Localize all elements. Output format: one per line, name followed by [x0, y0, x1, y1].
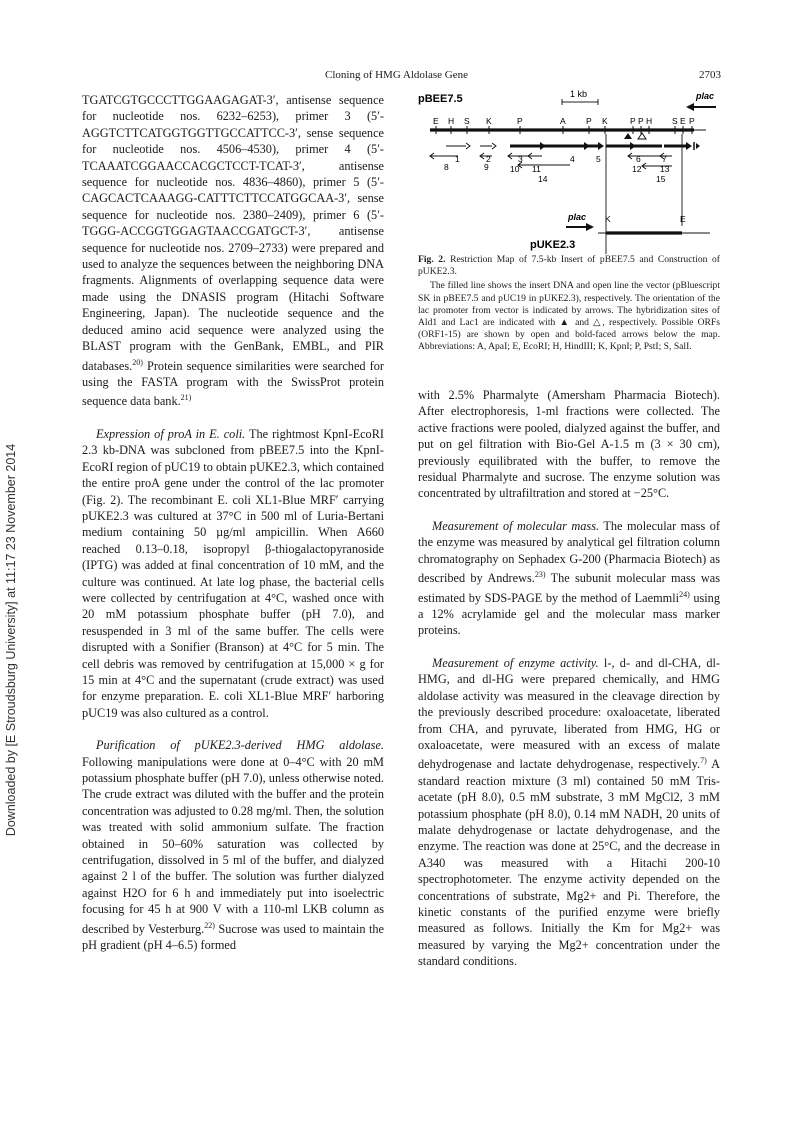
plac-top-arrowhead — [686, 103, 694, 111]
left-p3-text: Following manipulations were done at 0–4°C with 20 mM potassium phosphate buffer (pH 7.0), unless otherwise noted. The crude extract was diluted with the buffer and the protein concentration was adjusted to 0.28 mg/ml. Then, the solution was treated with solid ammonium sulfate. The fraction obtained in 50–60% saturation was collected by centrifugation, dissolved in 5 ml of the buffer, and dialyzed against 2 l of the buffer. The solution was further dialyzed against H2O for 6 h and immediately put into isoelectric focusing for 45 h at 900 V with a 110-ml LKB column as described by Vesterburg. — [82, 754, 384, 936]
label-puke23: pUKE2.3 — [530, 239, 576, 251]
right-column — [418, 387, 720, 970]
restriction-map-svg — [410, 86, 722, 256]
orf-12: 12 — [632, 164, 642, 174]
right-p2-mid: The subunit molecular mass was estimated by SDS-PAGE by the method of Laemmli — [418, 571, 720, 605]
plac-top-label: plac — [696, 91, 715, 101]
download-watermark-text: Downloaded by [E Stroudsburg University] at 11:17 23 November 2014 — [4, 443, 18, 837]
ref-22: 22) — [204, 920, 215, 930]
orf-13: 13 — [660, 164, 670, 174]
site-P3: P — [630, 116, 636, 126]
caption-title — [418, 254, 720, 278]
orf-labels — [444, 154, 670, 184]
section-head-expression: Expression of proA in E. coli. — [96, 426, 246, 441]
section-head-purification: Purification of pUKE2.3-derived HMG aldolase. — [96, 738, 384, 753]
ref-20: 20) — [132, 357, 143, 367]
orf-8: 8 — [444, 162, 449, 172]
right-p3-tail: A standard reaction mixture (3 ml) contained 50 mM Tris-acetate (pH 8.0), 0.5 mM substrate, 3 mM MgCl2, 3 mM potassium phosphate (pH 8.0), 0.14 mM NADH, 20 units of malate dehydrogenase or lactate dehydrogenase, and the enzyme. The reaction was done at 25°C, and the decrease in A340 was measured with a Hitachi 200-10 spectrophotometer. The enzyme activity depended on the concentrations of substrate, Mg2+ and Pi. Therefore, the kinetic constants of the purified enzyme were briefly measured as follows. Initially the Km for Mg2+ was measured by varying the Mg2+ concentration under the standard conditions. — [418, 757, 720, 969]
left-p3-tail: Sucrose was used to maintain the pH gradient (pH 4–6.5) formed — [82, 921, 384, 953]
site-H1: H — [448, 116, 455, 126]
site-P2: P — [586, 116, 592, 126]
site-E2: E — [680, 116, 686, 126]
left-p1-tail: Protein sequence similarities were searched for using the FASTA program with the SwissProt protein sequence data bank. — [82, 358, 384, 409]
caption-label: Fig. 2. — [418, 254, 446, 265]
orf-2: 2 — [486, 154, 491, 164]
left-p1-text: TGATCGTGCCCTTGGAAGAGAT-3′, antisense sequence for nucleotide nos. 6232–6253), primer 3 (5′-AGGTCTTCATGGTGGTTGCCATTCC-3′, sense sequence for nucleotide nos. 4506–4530), primer 4 (5′-TCAAATCGGAACCACGCTCCT-TCAT-3′, antisense sequence for nucleotide nos. 4836–4860), primer 5 (5′-CAGCACTCAAAGG-CATTTCTTCCATGGCAA-3′, sense sequence for nucleotide nos. 2380–2409), primer 6 (5′-TGGG-ACCGGTGGAGTAACCGATGCT-3′, antisense sequence for nucleotide nos. 2709–2733) were prepared and used to analyze the sequences between the neighboring DNA fragments. Alignments of overlapping sequence data were made using the DNASIS program (Hitachi Software Engineering, Japan). The nucleotide sequence and the deduced amino acid sequence were analyzed using the BLAST program with the GenBank, EMBL, and PIR databases. — [82, 93, 384, 373]
download-watermark — [2, 320, 20, 960]
label-pbee75: pBEE7.5 — [418, 93, 463, 105]
running-title: Cloning of HMG Aldolase Gene — [325, 69, 468, 81]
left-p2-text: The rightmost KpnI-EcoRI 2.3 kb-DNA was subcloned from pBEE7.5 into the KpnI-EcoRI region of pUC19 to obtain pUKE2.3, which contained the entire proA gene under the control of the lac promoter (Fig. 2). The recombinant E. coli XL1-Blue MRF′ carrying pUKE2.3 was cultured at 37°C in 500 ml of Luria-Bertani medium containing 50 µg/ml ampicillin. When A660 reached 0.13–0.18, isopropyl β-thiogalactopyranoside (IPTG) was added at final concentration of 10 mM, and the culture was continued. At late log phase, the bacterial cells were collected by centrifugation at 4°C, washed once with 20 mM potassium phosphate buffer (pH 7.0), and resuspended in 3 ml of the same buffer. The cells were disrupted with a Sonifier (Branson) at 4°C for 5 min. The cell debris was removed by centrifugation at 15,000 × g for 15 min at 4°C and the supernatant (crude extract) was used for enzyme preparation. E. coli XL1-Blue MRF′ harboring pUC19 was also cultured as a control. — [82, 426, 384, 720]
orf-1: 1 — [455, 154, 460, 164]
section-head-enzyme-activity: Measurement of enzyme activity. — [432, 655, 599, 670]
orf-9: 9 — [484, 162, 489, 172]
ref-24: 24) — [679, 589, 690, 599]
site-P1: P — [517, 116, 523, 126]
scale-label: 1 kb — [570, 89, 588, 99]
orf-15: 15 — [656, 174, 666, 184]
orf-10: 10 — [510, 164, 520, 174]
figure-2-restriction-map — [410, 86, 722, 256]
site-K2: K — [602, 116, 608, 126]
orf-3: 3 — [518, 154, 523, 164]
site-K1: K — [486, 116, 492, 126]
lac1-site-marker — [638, 133, 646, 139]
site-H2: H — [646, 116, 653, 126]
site-S2: S — [672, 116, 678, 126]
orf-11: 11 — [532, 164, 541, 174]
left-paragraph-3 — [82, 737, 384, 953]
left-paragraph-2 — [82, 426, 384, 721]
right-p2-tail: using a 12% acrylamide gel and the molecular mass marker proteins. — [418, 590, 720, 638]
site-A: A — [560, 116, 566, 126]
site-P5: P — [689, 116, 695, 126]
plac-site-arrow — [696, 143, 700, 149]
site-labels — [433, 116, 695, 126]
orf-5: 5 — [596, 154, 601, 164]
figure-caption — [418, 254, 720, 354]
right-paragraph-2 — [418, 518, 720, 639]
plac-bottom-label: plac — [568, 212, 587, 222]
running-head — [0, 69, 793, 85]
orf-7: 7 — [662, 154, 667, 164]
ald1-site-marker — [624, 133, 632, 139]
page-number: 2703 — [699, 69, 721, 81]
ref-7: 7) — [700, 756, 707, 766]
ref-23: 23) — [534, 570, 546, 580]
right-p2-text: The molecular mass of the enzyme was measured by analytical gel filtration column chromatography on Sephadex G-200 (Pharmacia Biotech) as described by Andrews. — [418, 518, 721, 586]
section-head-molecular-mass: Measurement of molecular mass. — [432, 518, 600, 533]
site-K-bottom: K — [605, 214, 611, 224]
left-column — [82, 92, 384, 954]
orf-4: 4 — [570, 154, 575, 164]
site-E-bottom: E — [680, 214, 686, 224]
site-S1: S — [464, 116, 470, 126]
right-p3-text: l-, d- and dl-CHA, dl-HMG, and dl-HG were prepared chemically, and HMG aldolase activity was measured in the cleavage direction by the previously described procedure: oxaloacetate, liberated from CHA, and pyruvate, liberated from HMG, HG or oxaloacetate, were measured with an excess of malate dehydrogenase and lactate dehydrogenase, respectively. — [418, 655, 720, 772]
caption-title-text: Restriction Map of 7.5-kb Insert of pBEE7.5 and Construction of pUKE2.3. — [418, 254, 720, 278]
ref-21: 21) — [180, 393, 192, 403]
plac-bottom-arrowhead — [586, 223, 594, 231]
caption-body: The filled line shows the insert DNA and open line the vector (pBluescript SK in pBEE7.5 and pUC19 in pUKE2.3), respectively. The orientation of the lac promoter from vector is indicated by arrows. The hybridization sites of Ald1 and Lac1 are indicated with ▲ and △, respectively. Possible ORFs (ORF1-15) are shown by open and bold-faced arrows below the map. Abbreviations: A, ApaI; E, EcoRI; H, HindIII; K, KpnI; P, PstI; S, SalI. — [418, 280, 720, 353]
site-E1: E — [433, 116, 439, 126]
orf-14: 14 — [538, 174, 548, 184]
right-paragraph-1: with 2.5% Pharmalyte (Amersham Pharmacia Biotech). After electrophoresis, 1-ml fractions were collected. The active fractions were pooled, dialyzed against the buffer, and put on gel filtration with Bio-Gel A-1.5 m (3 × 30 cm), previously equilibrated with the buffer, to remove the residual Pharmalyte and sucrose. The enzyme solution was concentrated by ultrafiltration and stored at −25°C. — [418, 388, 720, 501]
left-paragraph-1 — [82, 92, 384, 410]
orf-6: 6 — [636, 154, 641, 164]
right-paragraph-3 — [418, 655, 720, 970]
site-P4: P — [638, 116, 644, 126]
